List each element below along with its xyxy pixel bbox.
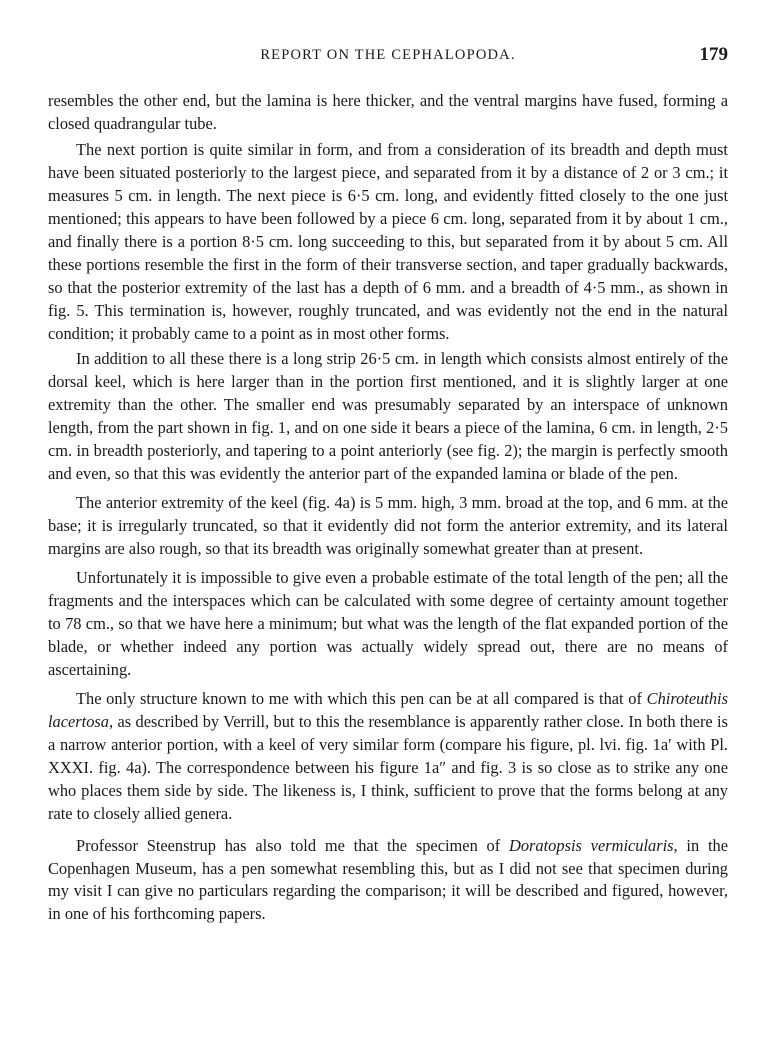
paragraph-6-start: The only structure known to me with which this pen can be at all compared is that of <box>76 688 647 708</box>
body-text <box>48 90 728 926</box>
paragraph-6 <box>48 688 728 826</box>
species-chiroteuthis: Chiroteuthis lacertosa <box>48 688 728 731</box>
paragraph-1: resembles the other end, but the lamina is here thicker, and the ventral margins have fused, forming a closed quadrangular tube. <box>48 91 728 133</box>
paragraph-6-end: , as described by Verrill, but to this the resemblance is apparently rather close. In both there is a narrow anterior portion, with a keel of very similar form (compare his figure, pl. lvi. fig. 1a′ with Pl. XXXI. fig. 4a). The correspondence between his figure 1a″ and fig. 3 is so close as to strike any one who places them side by side. The likeness is, I think, sufficient to prove that the forms belong at any rate to closely allied genera. <box>48 711 728 823</box>
page-number: 179 <box>699 44 728 65</box>
paragraph-4: The anterior extremity of the keel (fig. 4a) is 5 mm. high, 3 mm. broad at the top, and 6 mm. at the base; it is irregularly truncated, so that it evidently did not form the anterior extremity, and its lateral margins are also rough, so that its breadth was originally somewhat greater than at present. <box>48 493 728 559</box>
paragraph-2: The next portion is quite similar in form, and from a consideration of its breadth and depth must have been situated posteriorly to the largest piece, and separated from it by a distance of 2 or 3 cm.; it measures 5 cm. in length. The next piece is 6·5 cm. long, and evidently fitted closely to the one just mentioned; this appears to have been followed by a piece 6 cm. long, separated from it by about 1 cm., and finally there is a portion 8·5 cm. long succeeding to this, but separated from it by about 5 cm. All these portions resemble the first in the form of their transverse section, and taper gradually backwards, so that the posterior extremity of the last has a depth of 6 mm. and a breadth of 4·5 mm., as shown in fig. 5. This termination is, however, roughly truncated, and was evidently not the end in the natural condition; it probably came to a point as in most other forms. <box>48 139 728 343</box>
paragraph-7-start: Professor Steenstrup has also told me that the specimen of <box>76 835 510 855</box>
paragraph-7 <box>48 835 728 927</box>
paragraph-5: Unfortunately it is impossible to give even a probable estimate of the total length of the pen; all the fragments and the interspaces which can be calculated with some degree of certainty amount together to 78 cm., so that we have here a minimum; but what was the length of the flat expanded portion of the blade, or whether indeed any portion was actually widely spread out, there are no means of ascertaining. <box>48 568 728 679</box>
paragraph-3: In addition to all these there is a long strip 26·5 cm. in length which consists almost entirely of the dorsal keel, which is here larger than in the portion first mentioned, and it is slightly larger at one extremity than the other. The smaller end was presumably separated by an interspace of unknown length, from the part shown in fig. 1, and on one side it bears a piece of the lamina, 6 cm. in length, 2·5 cm. in breadth posteriorly, and tapering to a point anteriorly (see fig. 2); the margin is perfectly smooth and even, so that this was evidently the anterior part of the expanded lamina or blade of the pen. <box>48 349 728 484</box>
species-doratopsis: Doratopsis vermicularis <box>509 835 674 855</box>
paragraph-7-end: , in the Copenhagen Museum, has a pen somewhat resembling this, but as I did not see that specimen during my visit I can give no particulars regarding the comparison; it will be described and figured, however, in one of his forthcoming papers. <box>48 835 728 924</box>
running-head <box>48 44 728 70</box>
running-title: REPORT ON THE CEPHALOPODA. <box>260 47 516 63</box>
